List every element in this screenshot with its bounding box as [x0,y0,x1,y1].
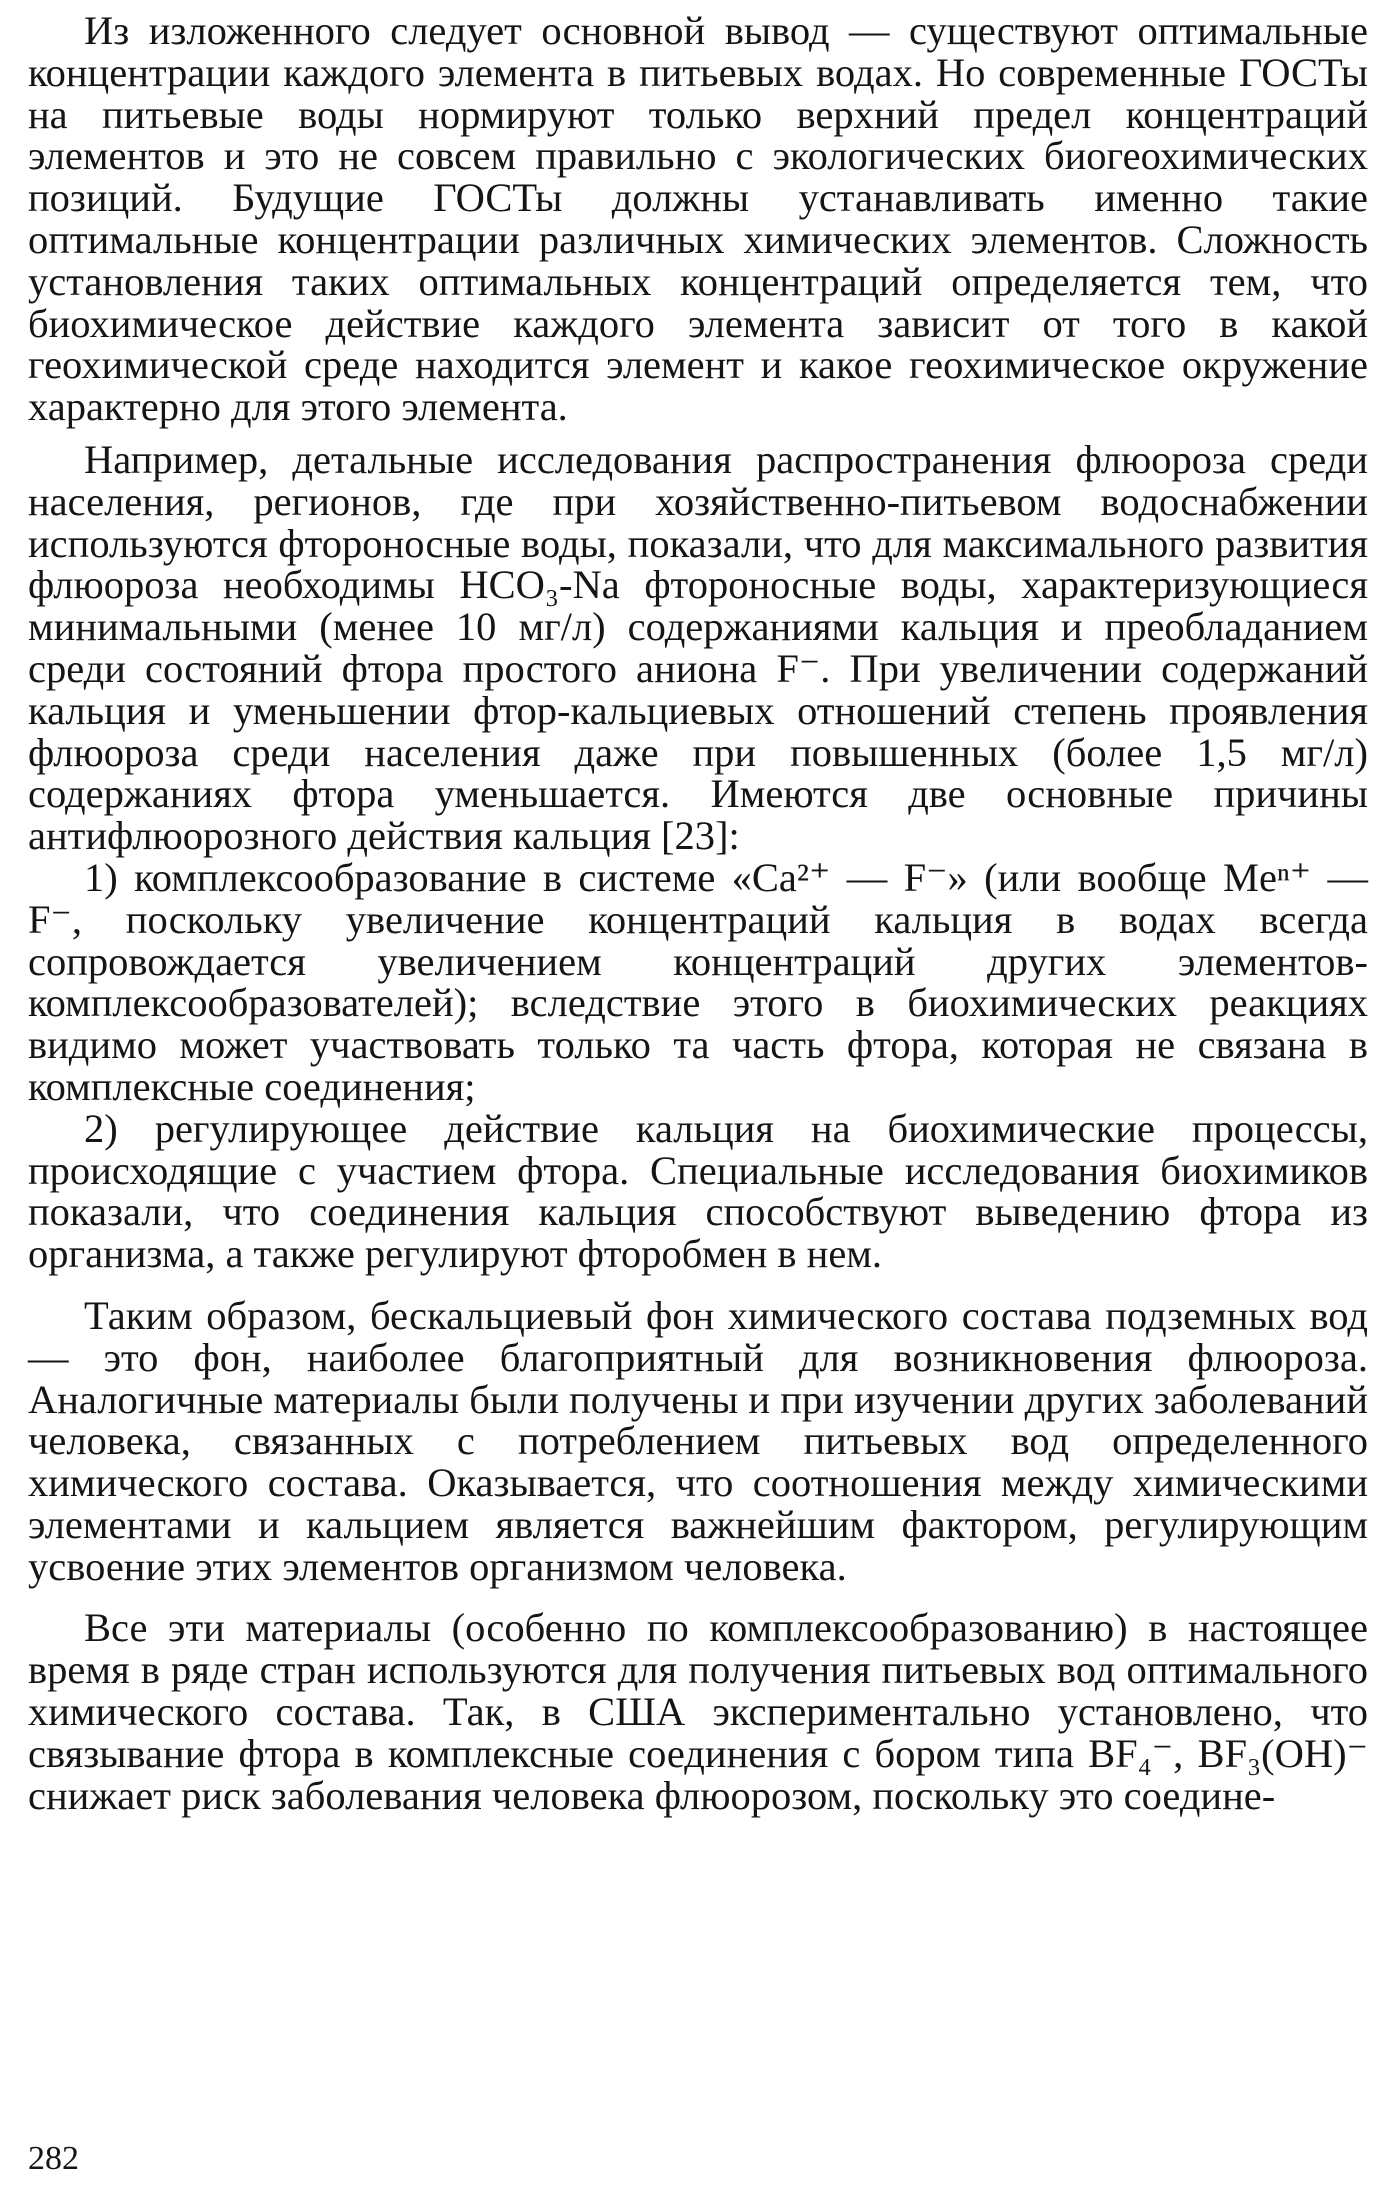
page-body [28,10,1368,1816]
paragraph-calcium-background: Таким образом, бескальциевый фон химического состава подземных вод — это фон, наиболее благоприятный для возникновения флюороза. Аналогичные материалы были получены и при изучении других заболеваний человека, связанных с потреблением питьевых вод определенного химического состава. Оказывается, что соотношения между химическими элементами и кальцием является важнейшим фактором, регулирующим усвоение этих элементов организмом человека. [28,1292,1368,1589]
page-number: 282 [28,2140,79,2177]
list-item-regulation: 2) регулирующее действие кальция на биохимические процессы, происходящие с участием фтора. Специальные исследования биохимиков показали, что соединения кальция способствуют выведению фтора из организма, а также регулируют фторобмен в нем. [28,1105,1368,1277]
paragraph-fluorosis-example: Например, детальные исследования распространения флюороза среди населения, регионов, где при хозяйственно-питьевом водоснабжении используются фтороносные воды, показали, что для максимального развития флюороза необходимы HCO₃-Na фтороносные воды, характеризующиеся минимальными (менее 10 мг/л) содержаниями кальция и преобладанием среди состояний фтора простого аниона F⁻. При увеличении содержаний кальция и уменьшении фтор-кальциевых отношений степень проявления флюороза среди населения даже при повышенных (более 1,5 мг/л) содержаниях фтора уменьшается. Имеются две основные причины антифлюорозного действия кальция [23]: [28,436,1368,859]
list-item-complexation: 1) комплексообразование в системе «Ca²⁺ — F⁻» (или вообще Meⁿ⁺ — F⁻, поскольку увеличение концентраций кальция в водах всегда сопровождается увеличением концентраций других элементов-комплексообразователей); вследствие этого в биохимических реакциях видимо может участвовать только та часть фтора, которая не связана в комплексные соединения; [28,854,1368,1109]
paragraph-usa-materials: Все эти материалы (особенно по комплексообразованию) в настоящее время в ряде стран используются для получения питьевых вод оптимального химического состава. Так, в США экспериментально установлено, что связывание фтора в комплексные соединения с бором типа BF₄⁻, BF₃(OH)⁻ снижает риск заболевания человека флюорозом, поскольку это соедине- [28,1605,1368,1818]
paragraph-conclusion: Из изложенного следует основной вывод — существуют оптимальные концентрации каждого элемента в питьевых водах. Но современные ГОСТы на питьевые воды нормируют только верхний предел концентраций элементов и это не совсем правильно с экологических биогеохимических позиций. Будущие ГОСТы должны устанавливать именно такие оптимальные концентрации различных химических элементов. Сложность установления таких оптимальных концентраций определяется тем, что биохимическое действие каждого элемента зависит от того в какой геохимической среде находится элемент и какое геохимическое окружение характерно для этого элемента. [28,8,1368,430]
